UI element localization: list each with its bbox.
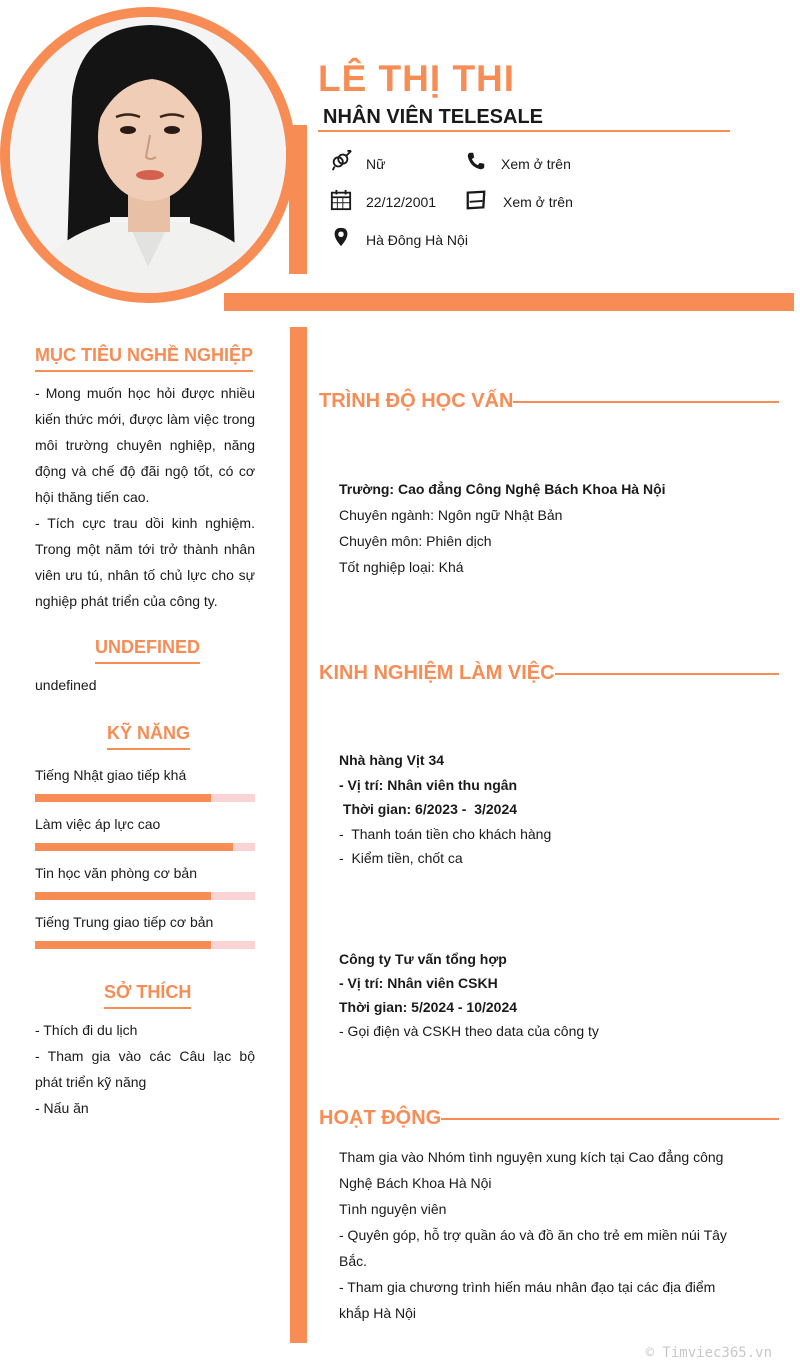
hobbies-title: SỞ THÍCH bbox=[104, 982, 191, 1009]
gender-icon bbox=[330, 150, 352, 172]
experience-job bbox=[339, 748, 729, 871]
job-position: - Vị trí: Nhân viên thu ngân bbox=[339, 776, 518, 793]
skill-label: Tiếng Nhật giao tiếp khá bbox=[35, 767, 187, 783]
job-position: - Vị trí: Nhân viên CSKH bbox=[339, 975, 498, 991]
undefined-section-text: undefined bbox=[35, 677, 97, 693]
skill-bar bbox=[35, 941, 255, 949]
hobby-line: - Tham gia vào các Câu lạc bộ phát triển kỹ năng bbox=[35, 1048, 255, 1090]
job-period: Thời gian: 6/2023 - 3/2024 bbox=[339, 801, 518, 817]
phone-text: Xem ở trên bbox=[501, 156, 571, 172]
skill-bar-fill bbox=[35, 892, 211, 900]
objective-line: - Tích cực trau dồi kinh nghiệm. Trong một năm tới trở thành nhân viên ưu tú, nhân tố chủ lực cho sự nghiệp phát triển của công ty. bbox=[35, 515, 255, 609]
email-icon bbox=[465, 189, 487, 211]
job-period: Thời gian: 5/2024 - 10/2024 bbox=[339, 999, 518, 1015]
skills-title: KỸ NĂNG bbox=[107, 723, 190, 750]
skill-label: Làm việc áp lực cao bbox=[35, 816, 161, 832]
job-duty: - Gọi điện và CSKH theo data của công ty bbox=[339, 1023, 599, 1039]
phone-icon bbox=[465, 150, 487, 172]
activity-line: - Tham gia chương trình hiến máu nhân đạo tại các địa điểm khắp Hà Nội bbox=[339, 1279, 716, 1321]
address-text: Hà Đông Hà Nội bbox=[366, 232, 468, 248]
skill-label: Tiếng Trung giao tiếp cơ bản bbox=[35, 914, 214, 930]
experience-title: KINH NGHIỆM LÀM VIỆC bbox=[319, 662, 555, 684]
hobbies-text bbox=[35, 1017, 255, 1121]
education-grade: Tốt nghiệp loại: Khá bbox=[339, 559, 464, 575]
activity-line: - Quyên góp, hỗ trợ quần áo và đồ ăn cho trẻ em miền núi Tây Bắc. bbox=[339, 1227, 727, 1269]
location-icon bbox=[330, 226, 352, 248]
objective-title: MỤC TIÊU NGHỀ NGHIỆP bbox=[35, 345, 253, 372]
undefined-section-title: UNDEFINED bbox=[95, 637, 200, 664]
job-duty: - Thanh toán tiền cho khách hàng bbox=[339, 825, 552, 842]
skill-label: Tin học văn phòng cơ bản bbox=[35, 865, 197, 881]
activity-line: Tình nguyện viên bbox=[339, 1201, 447, 1217]
skill-bar-fill bbox=[35, 794, 211, 802]
candidate-name: LÊ THỊ THI bbox=[318, 58, 516, 99]
birthday-text: 22/12/2001 bbox=[366, 194, 437, 210]
education-major: Chuyên ngành: Ngôn ngữ Nhật Bản bbox=[339, 507, 563, 523]
header-vertical-bar bbox=[289, 125, 307, 274]
activities-text bbox=[339, 1144, 729, 1326]
job-company: Nhà hàng Vịt 34 bbox=[339, 752, 445, 768]
email-text: Xem ở trên bbox=[503, 194, 573, 210]
hobby-line: - Nấu ăn bbox=[35, 1100, 89, 1116]
watermark: © Timviec365.vn bbox=[645, 1345, 772, 1361]
calendar-icon bbox=[330, 189, 352, 211]
skill-bar bbox=[35, 892, 255, 900]
gender-text: Nữ bbox=[366, 156, 386, 172]
experience-job bbox=[339, 947, 729, 1043]
skill-bar-fill bbox=[35, 941, 211, 949]
profile-photo bbox=[0, 7, 296, 303]
portrait-image bbox=[10, 17, 286, 293]
activities-title: HOẠT ĐỘNG bbox=[319, 1107, 442, 1129]
education-school: Trường: Cao đẳng Công Nghệ Bách Khoa Hà Nội bbox=[339, 481, 666, 497]
education-specialty: Chuyên môn: Phiên dịch bbox=[339, 533, 492, 549]
skill-bar bbox=[35, 794, 255, 802]
skill-bar-fill bbox=[35, 843, 233, 851]
hobby-line: - Thích đi du lịch bbox=[35, 1022, 138, 1038]
job-title: NHÂN VIÊN TELESALE bbox=[323, 106, 544, 128]
education-title: TRÌNH ĐỘ HỌC VẤN bbox=[319, 390, 514, 412]
objective-text bbox=[35, 380, 255, 614]
objective-line: - Mong muốn học hỏi được nhiều kiến thức mới, được làm việc trong môi trường chuyên nghiệp, năng động và chế độ đãi ngộ tốt, có cơ hội thăng tiến cao. bbox=[35, 385, 255, 505]
education-details bbox=[339, 476, 729, 580]
skill-bar bbox=[35, 843, 255, 851]
header-horizontal-bar bbox=[224, 293, 794, 311]
job-duty: - Kiểm tiền, chốt ca bbox=[339, 850, 463, 866]
job-company: Công ty Tư vấn tổng hợp bbox=[339, 951, 507, 967]
activity-line: Tham gia vào Nhóm tình nguyện xung kích tại Cao đẳng công Nghệ Bách Khoa Hà Nội bbox=[339, 1149, 724, 1191]
column-divider-bar bbox=[290, 327, 307, 1343]
job-title-underline bbox=[318, 130, 730, 132]
